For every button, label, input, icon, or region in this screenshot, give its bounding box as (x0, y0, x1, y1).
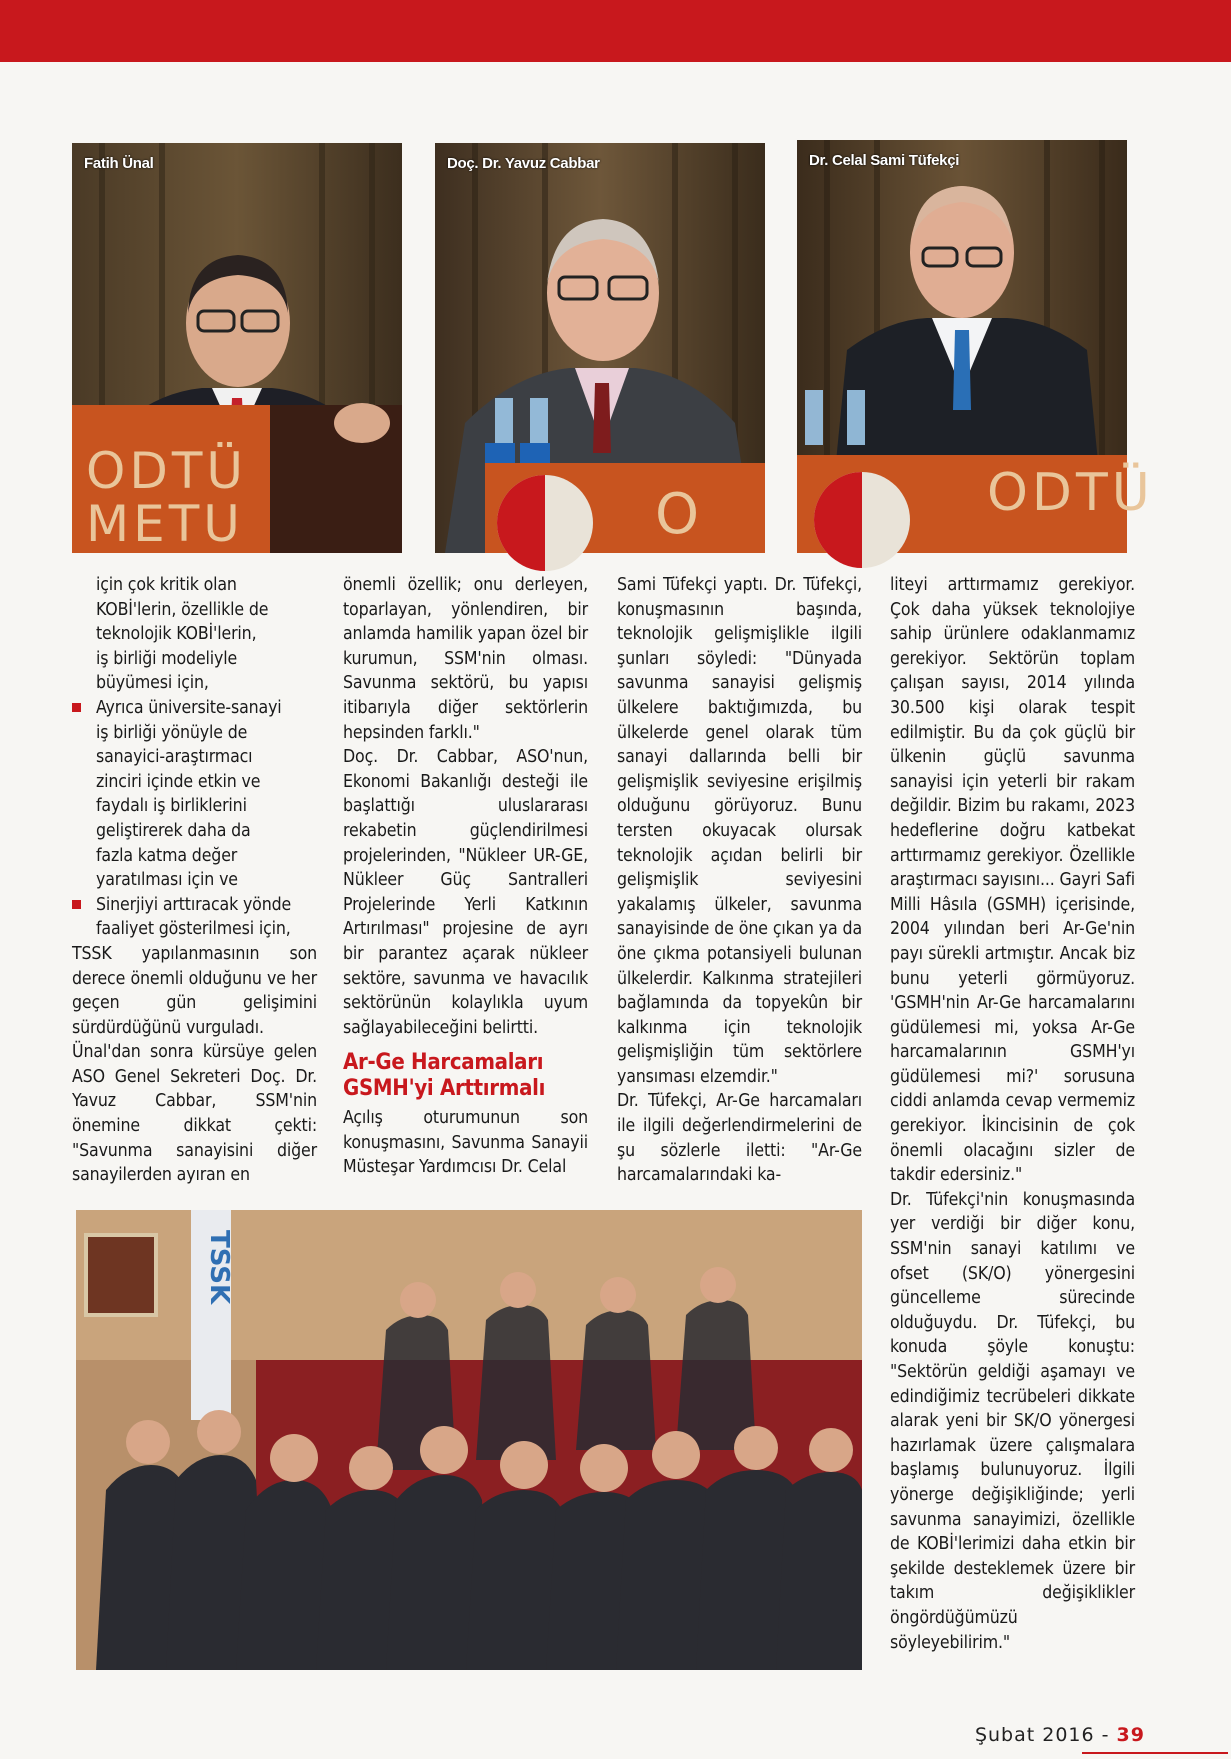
paragraph: TSSK yapılanmasının son derece önemli olduğunu ve her geçen gün gelişimini sürdürdüğünü vurguladı. (72, 943, 317, 1038)
photo-caption: Fatih Ünal (84, 155, 154, 172)
speaker-illustration (435, 143, 765, 553)
speaker-illustration (797, 140, 1154, 553)
text-line: için çok kritik olan (96, 575, 237, 595)
svg-text:ODTÜ: ODTÜ (86, 442, 247, 500)
text-line: yaratılması için ve (96, 870, 238, 891)
photo-yavuz-cabbar (435, 143, 765, 553)
speaker-illustration (72, 143, 402, 553)
paragraph: Açılış oturumunun son konuşmasını, Savunma Sanayii Müsteşar Yardımcısı Dr. Celal (343, 1108, 588, 1178)
text-column-2 (343, 573, 588, 1180)
top-color-bar (0, 0, 1231, 62)
bullet-item-2 (96, 893, 317, 942)
text-line: geliştirerek daha da (96, 820, 251, 841)
text-line: faydalı iş birliklerini (96, 796, 247, 817)
svg-text:O: O (655, 482, 700, 547)
paragraph: Sami Tüfekçi yaptı. Dr. Tüfekçi, konuşmasının başında, teknolojik gelişmişlikle ilgili şunları söyledi: "Dünyada savunma sanayisi gelişmiş ülkelere baktığımızda, bu ülkelerde genel olarak tüm sanayi dallarında belli bir gelişmişlik seviyesine erişilmiş olduğunu görüyoruz. Bunu tersten okuyacak olursak teknolojik açıdan belirli bir gelişmişlik seviyesini yakalamış ülkeler, savunma sanayisinde de öne çıkan ya da öne çıkma potansiyeli bulunan ülkelerdir. Kalkınma stratejileri bağlamında da topyekûn bir kalkınma için teknolojik gelişmişliğin tüm sektörlere yansıması elzemdir." (617, 575, 862, 1087)
section-heading: Ar-Ge Harcamaları GSMH'yi Arttırmalı (343, 1050, 546, 1102)
paragraph: Dr. Tüfekçi'nin konuşmasında yer verdiği bir diğer konu, SSM'nin sanayi katılımı ve ofset (SK/O) yönergesini güncelleme sürecinde olduğuydu. Dr. Tüfekçi, bu konuda şöyle konuştu: "Sektörün geldiği aşamayı ve edindiğimiz tecrübeleri dikkate alarak yeni bir SK/O yönergesi hazırlamak üzere çalışmalara başlamış bulunuyoruz. İlgili yönerge değişikliğinde; yerli savunma sanayimizi, özellikle de KOBİ'lerimizi daha etkin bir şekilde desteklemek üzere bir takım değişiklikler öngördüğümüzü söyleyebilirim." (890, 1189, 1135, 1653)
svg-text:METU: METU (86, 495, 244, 553)
paragraph: Ünal'dan sonra kürsüye gelen ASO Genel Sekreteri Doç. Dr. Yavuz Cabbar, SSM'nin önemine dikkat çekti: "Savunma sanayisini diğer sanayilerden ayıran en (72, 1042, 317, 1186)
photo-caption: Dr. Celal Sami Tüfekçi (809, 152, 960, 169)
text-line: sanayici-araştırmacı (96, 747, 253, 768)
paragraph: liteyi arttırmamız gerekiyor. Çok daha yüksek teknolojiye sahip ürünlere odaklanmamız gerekiyor. Sektörün toplam çalışan sayısı, 2014 yılında 30.500 kişi olarak tespit edilmiştir. Bu da çok güçlü bir ülkenin güçlü savunma sanayisi için yeterli bir rakam değildir. Bizim bu rakamı, 2023 hedeflerine doğru katbekat arttırmamız gerekiyor. Özellikle araştırmacı sayısını... Gayri Safi Milli Hâsıla (GSMH) içerisinde, 2004 yılından beri Ar-Ge'nin payı sürekli artmıştır. Ancak biz bunu yeterli görmüyoruz. 'GSMH'nin Ar-Ge harcamalarını güdülemesi mi, yoksa Ar-Ge harcamalarının GSMH'yı güdülemesi mi?' sorusuna ciddi anlamda cevap vermemiz gerekiyor. İkincisinin de çok önemli olacağını sizler de takdir edersiniz." (890, 575, 1135, 1186)
issue-date: Şubat 2016 - (974, 1724, 1110, 1746)
svg-text:ODTÜ: ODTÜ (987, 463, 1154, 523)
text-line: iş birliği modeliyle (96, 648, 238, 669)
bullet-item-1 (96, 696, 317, 893)
text-column-3 (617, 573, 862, 1188)
text-line: faaliyet gösterilmesi için, (96, 919, 291, 940)
photo-celal-sami-tufekci (797, 140, 1154, 553)
photo-caption: Doç. Dr. Yavuz Cabbar (447, 155, 600, 172)
text-line: fazla katma değer (96, 845, 238, 866)
text-column-1 (72, 573, 317, 1188)
paragraph: önemli özellik; onu derleyen, toparlayan, yönlendiren, bir anlamda hamilik yapan özel bir kurumun, SSM'nin olması. Savunma sektörü, bu yapısı itibarıyla diğer sektörlerin hepsinden farklı." (343, 575, 588, 743)
svg-text:TSSK: TSSK (204, 1230, 234, 1305)
text-line: zinciri içinde etkin ve (96, 771, 261, 792)
text-line: Sinerjiyi arttıracak yönde (96, 894, 292, 915)
paragraph: Dr. Tüfekçi, Ar-Ge harcamaları ile ilgili değerlendirmelerini de şu sözlerle iletti: "Ar-Ge harcamalarındaki ka- (617, 1091, 862, 1186)
bullet-square-icon (72, 900, 81, 909)
photo-audience (76, 1210, 862, 1670)
page-number: 39 (1116, 1724, 1145, 1746)
text-line: teknolojik KOBİ'lerin, (96, 624, 257, 645)
text-line: büyümesi için, (96, 673, 209, 694)
audience-illustration (76, 1210, 862, 1670)
text-line: iş birliği yönüyle de (96, 722, 248, 743)
text-column-4 (890, 573, 1135, 1655)
text-line: KOBİ'lerin, özellikle de (96, 599, 269, 620)
photo-fatih-unal (72, 143, 402, 553)
paragraph: Doç. Dr. Cabbar, ASO'nun, Ekonomi Bakanlığı desteği ile başlattığı uluslararası rekabetin güçlendirilmesi projelerinden, "Nükleer UR-GE, Nükleer Güç Santralleri Projelerinde Yerli Katkının Artırılması" projesine de ayrı bir parantez açarak nükleer sektöre, savunma ve havacılık sektörünün kolaylıkla uyum sağlayabileceğini belirtti. (343, 747, 588, 1038)
text-line: Ayrıca üniversite-sanayi (96, 697, 282, 718)
page-footer (975, 1724, 1145, 1746)
bullet-square-icon (72, 703, 81, 712)
footer-rule (1082, 1752, 1228, 1754)
intro-lines (72, 573, 317, 696)
